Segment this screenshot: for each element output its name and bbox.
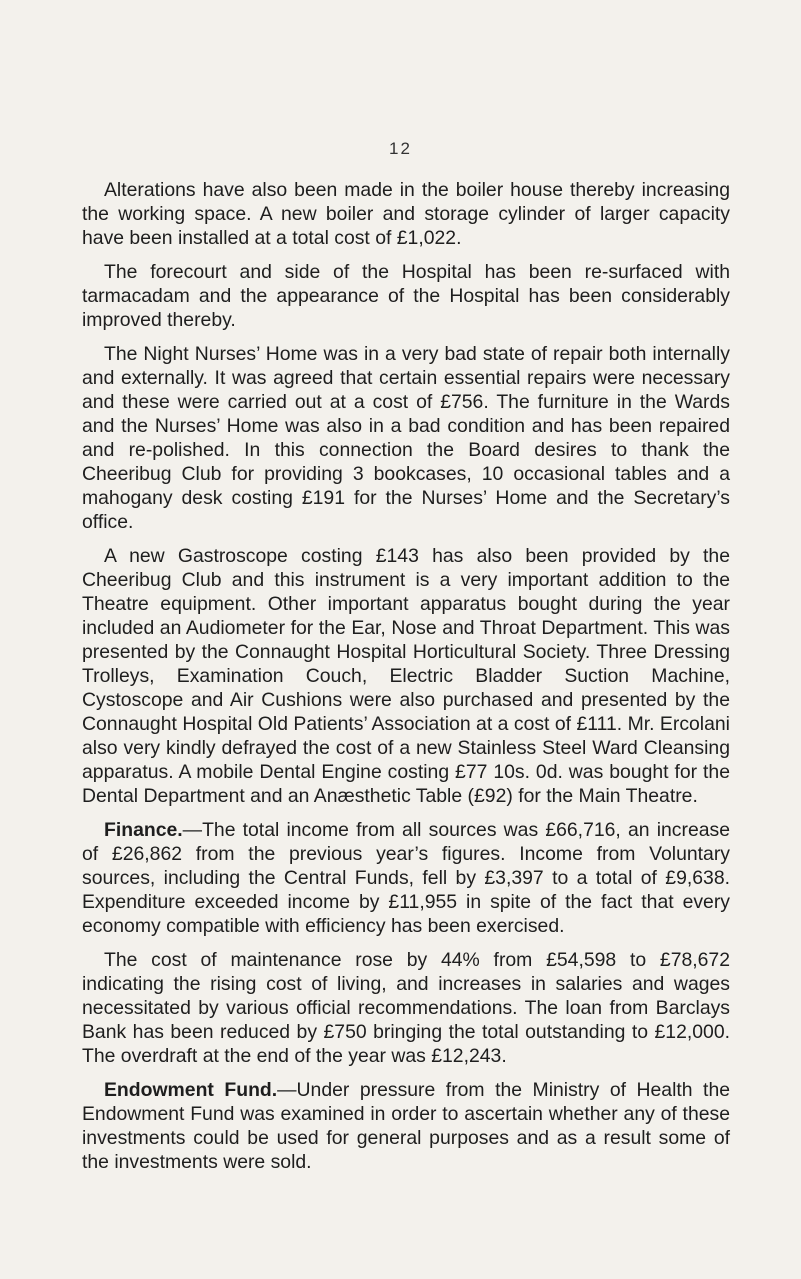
paragraph-forecourt	[82, 260, 730, 332]
document-body	[82, 178, 730, 1184]
paragraph-gastroscope	[82, 544, 730, 808]
paragraph-text: The forecourt and side of the Hospital has been re-surfaced with tarmacadam and the appearance of the Hospital has been considerably improved thereby.	[82, 261, 730, 331]
paragraph-maintenance-cost	[82, 948, 730, 1068]
paragraph-boiler-house	[82, 178, 730, 250]
paragraph-text: The Night Nurses’ Home was in a very bad state of repair both internally and externally. It was agreed that certain essential repairs were necessary and these were carried out at a cost of £756. The furniture in the Wards and the Nurses’ Home was also in a bad condition and has been repaired and re-polished. In this connection the Board desires to thank the Cheeribug Club for providing 3 bookcases, 10 occasional tables and a mahogany desk costing £191 for the Nurses’ Home and the Secretary’s office.	[82, 343, 730, 533]
paragraph-night-nurses-home	[82, 342, 730, 534]
paragraph-text: Alterations have also been made in the boiler house thereby increasing the working space. A new boiler and storage cylinder of larger capacity have been installed at a total cost of £1,022.	[82, 179, 730, 249]
paragraph-endowment-fund	[82, 1078, 730, 1174]
paragraph-text: A new Gastroscope costing £143 has also been provided by the Cheeribug Club and this instrument is a very important addition to the Theatre equipment. Other important apparatus bought during the year included an Audiometer for the Ear, Nose and Throat Department. This was presented by the Connaught Hospital Horticultural Society. Three Dressing Trolleys, Examination Couch, Electric Bladder Suction Machine, Cystoscope and Air Cushions were also purchased and presented by the Connaught Hospital Old Patients’ Association at a cost of £111. Mr. Ercolani also very kindly defrayed the cost of a new Stainless Steel Ward Cleansing apparatus. A mobile Dental Engine costing £77 10s. 0d. was bought for the Dental Department and an Anæsthetic Table (£92) for the Main Theatre.	[82, 545, 730, 807]
paragraph-text: —The total income from all sources was £66,716, an increase of £26,862 from the previous year’s figures. Income from Voluntary sources, including the Central Funds, fell by £3,397 to a total of £9,638. Expenditure exceeded income by £11,955 in spite of the fact that every economy compatible with efficiency has been exercised.	[82, 819, 730, 937]
section-heading-finance: Finance.	[104, 819, 183, 841]
paragraph-text: The cost of maintenance rose by 44% from £54,598 to £78,672 indicating the rising cost of living, and increases in salaries and wages necessitated by various official recommendations. The loan from Barclays Bank has been reduced by £750 bringing the total outstanding to £12,000. The overdraft at the end of the year was £12,243.	[82, 949, 730, 1067]
section-heading-endowment-fund: Endowment Fund.	[104, 1079, 278, 1101]
paragraph-finance	[82, 818, 730, 938]
paragraph-text: —Under pressure from the Ministry of Health the Endowment Fund was examined in order to ascertain whether any of these investments could be used for general purposes and as a result some of the investments were sold.	[82, 1079, 731, 1173]
page-number: 12	[389, 139, 412, 158]
